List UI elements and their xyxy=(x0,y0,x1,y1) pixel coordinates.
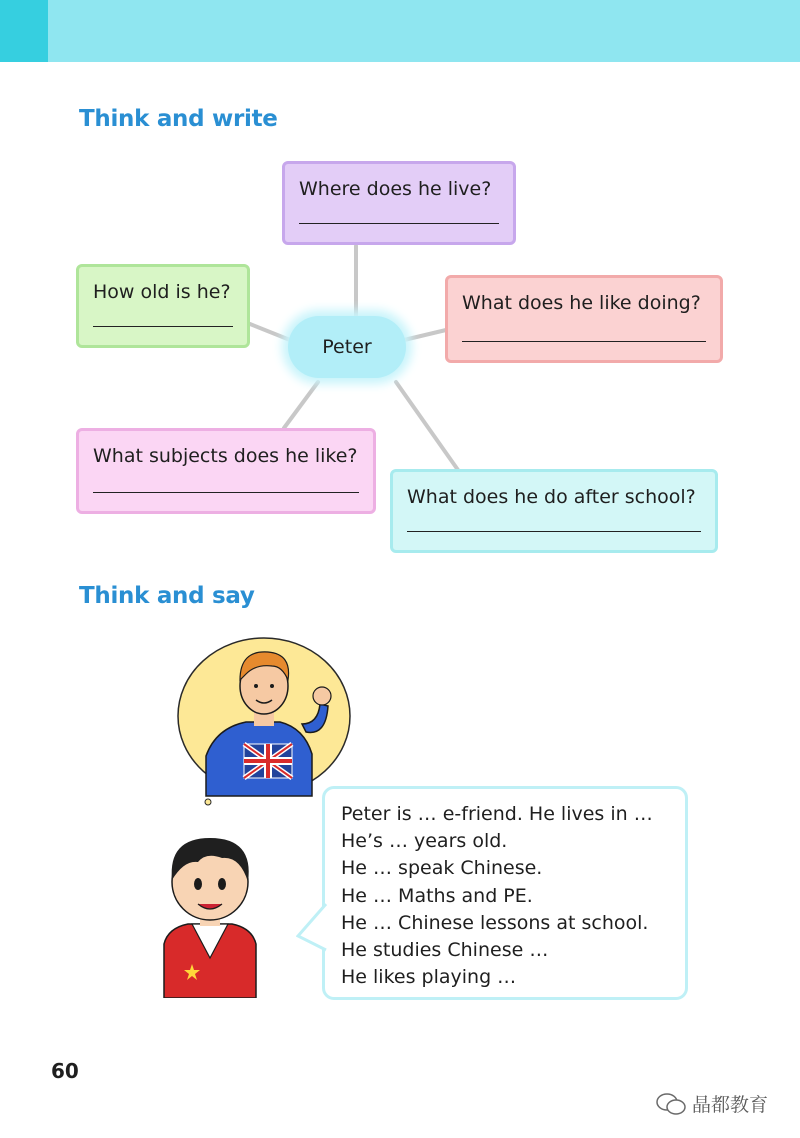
connector-left xyxy=(250,324,290,340)
speech-bubble xyxy=(322,786,688,1000)
thought-bubble-peter-illustration xyxy=(176,636,356,806)
connector-right xyxy=(404,330,446,340)
question-text: Where does he live? xyxy=(299,178,492,200)
thumbs-up-hand xyxy=(313,687,331,705)
wechat-icon xyxy=(656,1092,686,1116)
page-number: 60 xyxy=(51,1059,79,1083)
question-text: What does he do after school? xyxy=(407,486,696,508)
center-label: Peter xyxy=(322,336,372,358)
watermark-text: 晶都教育 xyxy=(692,1094,769,1116)
question-box-like-doing xyxy=(445,275,723,363)
speech-line: He … Maths and PE. xyxy=(341,884,533,907)
question-text: What does he like doing? xyxy=(462,292,701,314)
question-box-after-school xyxy=(390,469,718,553)
speech-line: He’s … years old. xyxy=(341,830,508,853)
center-cloud-peter xyxy=(288,316,406,378)
answer-line[interactable] xyxy=(462,341,706,342)
speech-line: He … speak Chinese. xyxy=(341,857,543,880)
connector-bottom-left xyxy=(284,382,318,428)
thought-dot xyxy=(205,799,211,805)
answer-line[interactable] xyxy=(93,326,233,327)
speech-line: Peter is … e-friend. He lives in … xyxy=(341,803,653,825)
watermark xyxy=(656,1090,768,1117)
question-box-subjects xyxy=(76,428,376,514)
answer-line[interactable] xyxy=(407,531,701,532)
heading-think-and-write: Think and write xyxy=(79,106,278,132)
heading-think-and-say: Think and say xyxy=(79,583,255,609)
connector-bottom-right xyxy=(396,382,458,470)
speech-line: He … Chinese lessons at school. xyxy=(341,911,649,934)
question-text: What subjects does he like? xyxy=(93,445,358,467)
question-box-how-old xyxy=(76,264,250,348)
question-box-where xyxy=(282,161,516,245)
answer-line[interactable] xyxy=(299,223,499,224)
question-text: How old is he? xyxy=(93,281,231,303)
speech-line: He studies Chinese … xyxy=(341,939,549,962)
boy-illustration xyxy=(158,832,262,998)
speech-bubble-tail xyxy=(296,900,328,956)
speech-line: He likes playing … xyxy=(341,966,517,989)
answer-line[interactable] xyxy=(93,492,359,493)
